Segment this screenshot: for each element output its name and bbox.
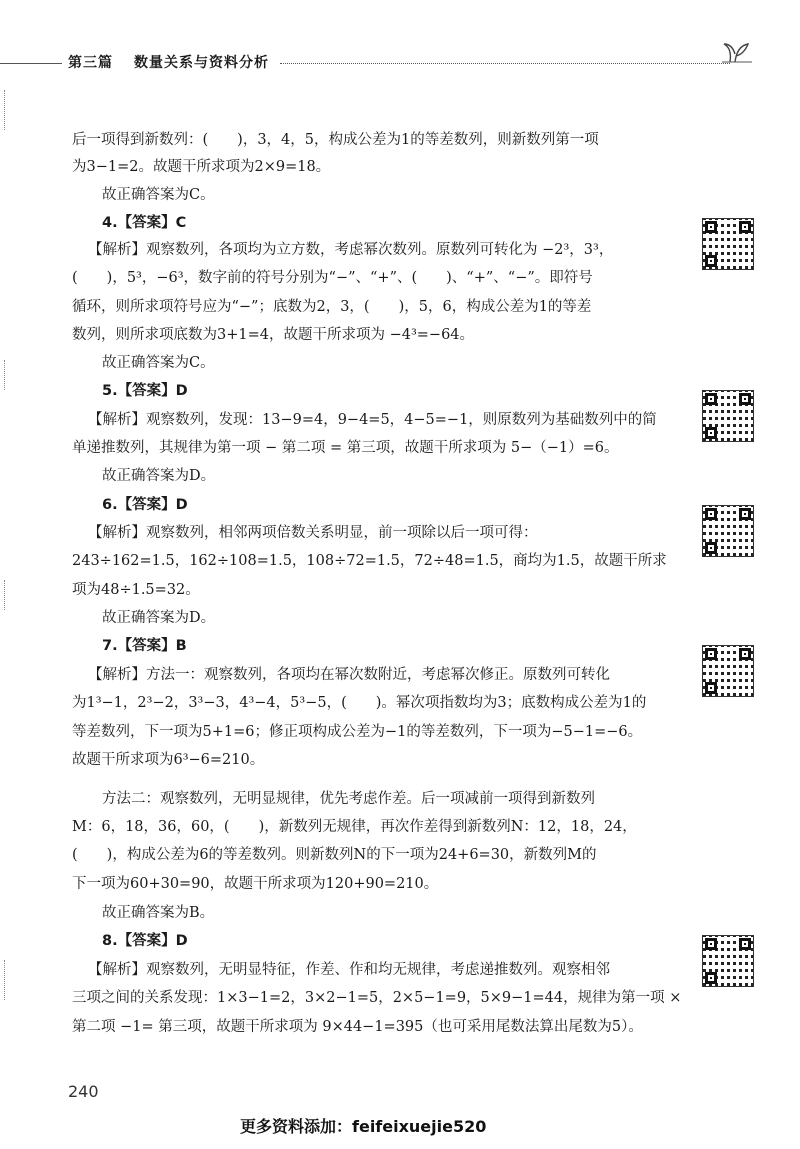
text-line: 等差数列，下一项为5+1=6；修正项构成公差为−1的等差数列，下一项为−5−1=−6。 (72, 724, 643, 740)
text-line: 【解析】观察数列，各项均为立方数，考虑幂次数列。原数列可转化为 −2³，3³， (88, 242, 614, 258)
text-line: 【解析】观察数列，发现：13−9=4，9−4=5，4−5=−1，则原数列为基础数列中的简 (88, 412, 657, 428)
text-line: ( )，构成公差为6的等差数列。则新数列N的下一项为24+6=30，新数列M的 (72, 847, 597, 863)
text-line: 【解析】观察数列，相邻两项倍数关系明显，前一项除以后一项可得： (88, 525, 538, 541)
page-number: 240 (68, 1082, 99, 1101)
text-line: 故正确答案为B。 (102, 905, 215, 921)
qr-code[interactable] (702, 645, 754, 697)
text-line: 【解析】观察数列，无明显特征，作差、作和均无规律，考虑递推数列。观察相邻 (88, 962, 610, 978)
footer-note: 更多资料添加：feifeixuejie520 (240, 1117, 487, 1136)
text-line: 项为48÷1.5=32。 (72, 582, 200, 598)
text-line: 243÷162=1.5，162÷108=1.5，108÷72=1.5，72÷48=1.5，商均为1.5，故题干所求 (72, 553, 667, 569)
text-line: 循环，则所求项符号应为“−”；底数为2，3，( )，5，6，构成公差为1的等差 (72, 299, 592, 315)
text-line: 方法二：观察数列，无明显规律，优先考虑作差。后一项减前一项得到新数列 (102, 791, 595, 807)
chapter-label: 第三篇 (68, 55, 113, 71)
answer-heading: 4.【答案】C (102, 215, 187, 231)
text-line: 【解析】方法一：观察数列，各项均在幂次数附近，考虑幂次修正。原数列可转化 (88, 667, 610, 683)
answer-heading: 7.【答案】B (102, 638, 187, 654)
text-line: M：6，18，36，60，( )，新数列无规律，再次作差得到新数列N：12，18，24， (72, 819, 637, 835)
text-line: 为3−1=2。故题干所求项为2×9=18。 (72, 159, 331, 175)
text-line: 故正确答案为C。 (102, 187, 215, 203)
qr-code[interactable] (702, 390, 754, 442)
text-line: 数列，则所求项底数为3+1=4，故题干所求项为 −4³=−64。 (72, 327, 475, 343)
text-line: 故正确答案为C。 (102, 355, 215, 371)
text-line: 故正确答案为D。 (102, 468, 216, 484)
text-line: 下一项为60+30=90，故题干所求项为120+90=210。 (72, 876, 439, 892)
text-line: 三项之间的关系发现：1×3−1=2，3×2−1=5，2×5−1=9，5×9−1=44，规律为第一项 × (72, 990, 682, 1006)
text-line: 故题干所求项为6³−6=210。 (72, 752, 265, 768)
qr-code[interactable] (702, 218, 754, 270)
text-line: ( )，5³，−6³，数字前的符号分别为“−”、“+”、( )、“+”、“−”。即符号 (72, 270, 593, 286)
text-line: 单递推数列，其规律为第一项 − 第二项 = 第三项，故题干所求项为 5−（−1）=6。 (72, 440, 619, 456)
text-line: 为1³−1，2³−2，3³−3，4³−4，5³−5，( )。幂次项指数均为3；底数构成公差为1的 (72, 695, 647, 711)
answer-heading: 8.【答案】D (102, 933, 188, 949)
answer-heading: 6.【答案】D (102, 497, 188, 513)
qr-code[interactable] (702, 935, 754, 987)
chapter-title: 数量关系与资料分析 (134, 55, 269, 71)
text-line: 后一项得到新数列：( )，3，4，5，构成公差为1的等差数列，则新数列第一项 (72, 132, 599, 148)
answer-heading: 5.【答案】D (102, 383, 188, 399)
text-line: 故正确答案为D。 (102, 610, 216, 626)
text-line: 第二项 −1= 第三项，故题干所求项为 9×44−1=395（也可采用尾数法算出尾数为5）。 (72, 1019, 643, 1035)
qr-code[interactable] (702, 505, 754, 557)
